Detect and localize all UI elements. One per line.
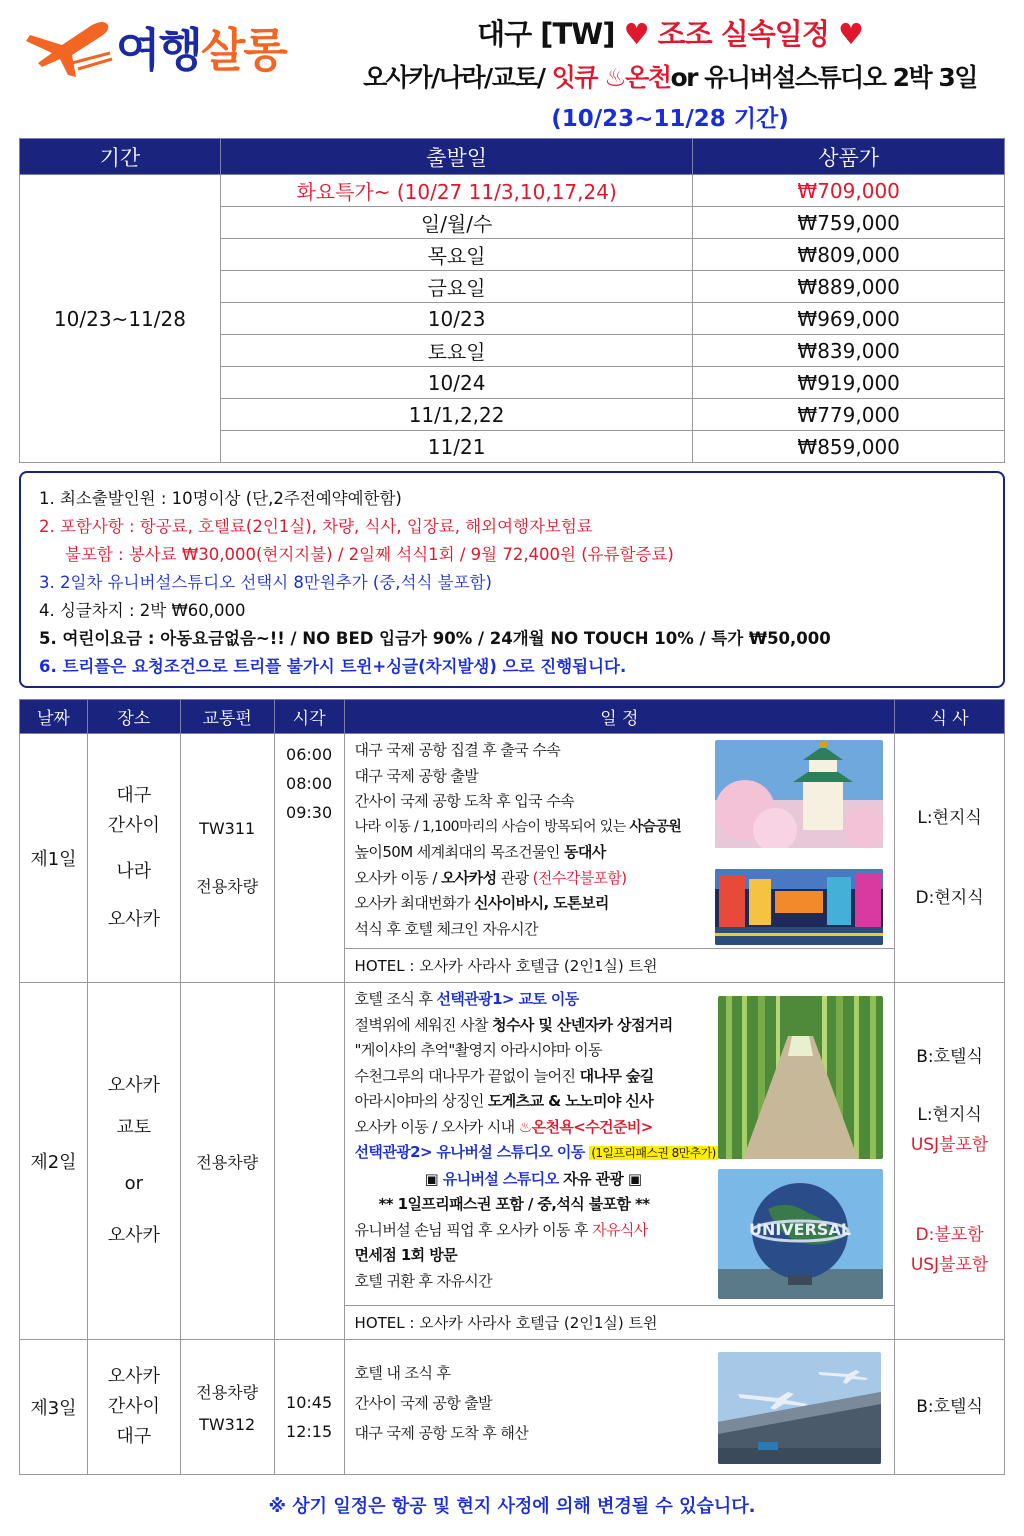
departure-cell: 10/24 xyxy=(220,367,692,399)
meal-value: D:현지식 xyxy=(915,888,984,908)
meal-cell xyxy=(895,983,1005,1340)
text: 유니버설 손님 픽업 후 오사카 이동 후 xyxy=(354,1220,593,1239)
airplane-logo-icon xyxy=(22,15,114,79)
text: 절벽위에 세워진 사찰 xyxy=(354,1015,493,1034)
place-name: 오사카 xyxy=(107,1075,160,1096)
text: 오사카 이동 / 오사카 시내 xyxy=(354,1117,519,1136)
price-cell: ₩969,000 xyxy=(693,303,1005,335)
title-prefix: 대구 [TW] xyxy=(477,17,624,51)
place-name: 오사카 xyxy=(107,909,160,930)
universal-logo-text: UNIVERSAL xyxy=(748,1220,852,1239)
text: 호텔 조식 후 xyxy=(354,990,437,1008)
period-label: (10/23~11/28 기간) xyxy=(551,106,789,132)
place-name: 오사카 xyxy=(107,1366,160,1387)
schedule-line: "게이샤의 추억"촬영지 아라시야마 이동 xyxy=(354,1041,602,1059)
hotel-info: HOTEL : 오사카 사라사 호텔급 (2인1실) 트윈 xyxy=(344,1306,895,1340)
schedule-line: 대구 국제 공항 출발 xyxy=(354,766,479,785)
place-name: 간사이 xyxy=(107,1396,160,1417)
highlight: 오사카성 xyxy=(440,868,497,887)
title-main: 조조 실속일정 xyxy=(648,17,838,51)
col-header-meal: 식 사 xyxy=(895,700,1005,734)
note: (전수각불포함) xyxy=(532,868,627,887)
airport-photo xyxy=(718,1352,881,1464)
meal-value: L:현지식 xyxy=(917,808,982,828)
departure-cell: 화요특가~ (10/27 11/3,10,17,24) xyxy=(220,175,692,207)
transport-cell xyxy=(180,983,274,1340)
option-tour: 선택관광2> 유나버설 스튜디오 이동 xyxy=(354,1143,590,1161)
page-subtitle xyxy=(325,58,1015,94)
schedule-line: 면세점 1회 방문 xyxy=(354,1246,457,1264)
heart-icon: ♥ xyxy=(623,17,649,51)
transport-name: 전용차량 xyxy=(196,1383,259,1402)
place-name: 대구 xyxy=(116,1426,152,1447)
brand-name-2: 살롱 xyxy=(200,23,286,77)
price-table xyxy=(19,138,1005,463)
highlight: 동대사 xyxy=(563,843,606,861)
time-value: 10:45 xyxy=(286,1393,333,1412)
page-title xyxy=(330,12,1010,53)
text: 오사카 이동 / xyxy=(354,868,441,887)
departure-cell: 11/1,2,22 xyxy=(220,399,692,431)
departure-cell: 일/월/수 xyxy=(220,207,692,239)
schedule-line: 간사이 국제 공항 출발 xyxy=(354,1394,493,1412)
price-cell: ₩779,000 xyxy=(693,399,1005,431)
text: 관광 xyxy=(496,868,533,887)
place-name: 대구 xyxy=(116,785,152,806)
place-name: or xyxy=(124,1173,143,1194)
meal-cell xyxy=(895,734,1005,983)
brand-logo xyxy=(22,10,322,84)
col-header-transport: 교통편 xyxy=(180,700,274,734)
meal-value: L:현지식 xyxy=(917,1105,982,1125)
price-cell: ₩859,000 xyxy=(693,431,1005,463)
meal-value: D:불포함 xyxy=(915,1225,984,1245)
highlight: 사슴공원 xyxy=(629,818,682,835)
price-cell: ₩889,000 xyxy=(693,271,1005,303)
meal-cell xyxy=(895,1340,1005,1475)
note-3: 3. 2일차 유니버설스튜디오 선택시 8만원추가 (중,석식 불포함) xyxy=(39,573,492,592)
dotonbori-photo xyxy=(715,869,883,945)
price-cell: ₩919,000 xyxy=(693,367,1005,399)
time-cell xyxy=(274,983,344,1340)
text: 아라시야마의 상징인 xyxy=(354,1092,488,1110)
schedule-line: 호텔 내 조식 후 xyxy=(354,1364,451,1382)
table-row xyxy=(20,175,1005,207)
day-label: 제2일 xyxy=(20,983,88,1340)
text: 높이50M 세계최대의 목조건물인 xyxy=(354,843,564,861)
departure-cell: 토요일 xyxy=(220,335,692,367)
col-header-departure: 출발일 xyxy=(220,139,692,175)
col-header-price: 상품가 xyxy=(693,139,1005,175)
text: 오사카 최대번화가 xyxy=(354,894,475,912)
brand-name-1: 여행 xyxy=(116,23,201,77)
text: 자유 관광 ▣ xyxy=(558,1169,642,1188)
transport-cell xyxy=(180,734,274,983)
price-highlight: (1일프리패스권 8만추가) xyxy=(591,1146,716,1160)
departure-cell: 목요일 xyxy=(220,239,692,271)
heart-icon: ♥ xyxy=(837,17,863,51)
time-value: 12:15 xyxy=(286,1422,333,1441)
option-tour: 선택관광1> 교토 이동 xyxy=(436,990,579,1008)
note-5: 5. 여린이요금 : 아동요금없음~!! / NO BED 입금가 90% / 24개월 NO TOUCH 10% / 특가 ₩50,000 xyxy=(39,629,831,648)
place-name: 오사카 xyxy=(107,1225,160,1246)
subtitle-usj: or 유니버설스튜디오 2박 3일 xyxy=(670,63,977,92)
highlight: 유니버설 스튜디오 xyxy=(442,1169,559,1188)
meal-value: USJ불포함 xyxy=(910,1255,989,1275)
footer-notice: ※ 상기 일정은 항공 및 현지 사정에 의해 변경될 수 있습니다. xyxy=(268,1496,756,1517)
place-name: 간사이 xyxy=(107,815,160,836)
note-2: 2. 포함사항 : 항공료, 호텔료(2인1실), 차량, 식사, 입장료, 해외여행자보험료 xyxy=(39,517,593,536)
price-cell: ₩709,000 xyxy=(693,175,1005,207)
transport-name: 전용차량 xyxy=(196,877,259,896)
flight-code: TW312 xyxy=(199,1415,256,1434)
schedule-line: 석식 후 호텔 체크인 자유시간 xyxy=(354,919,538,938)
day-label: 제3일 xyxy=(20,1340,88,1475)
col-header-period: 기간 xyxy=(20,139,221,175)
bamboo-forest-photo xyxy=(718,996,883,1159)
price-cell: ₩809,000 xyxy=(693,239,1005,271)
text: 나라 이동 / 1,100마리의 사슴이 방목되어 있는 xyxy=(354,818,630,835)
departure-cell: 금요일 xyxy=(220,271,692,303)
meal-value: USJ불포함 xyxy=(910,1135,989,1155)
col-header-place: 장소 xyxy=(87,700,180,734)
flight-code: TW311 xyxy=(199,819,256,838)
subtitle-route: 오사카/나라/교토/ xyxy=(363,63,552,92)
note: 자유식사 xyxy=(592,1220,648,1239)
place-name: 교토 xyxy=(116,1117,152,1138)
hotel-info: HOTEL : 오사카 사라사 호텔급 (2인1실) 트윈 xyxy=(344,949,895,983)
meal-value: B:호텔식 xyxy=(916,1047,983,1067)
day-label: 제1일 xyxy=(20,734,88,983)
note-6: 6. 트리플은 요청조건으로 트리플 불가시 트윈+싱글(차지발생) 으로 진행됩니다. xyxy=(39,657,627,676)
period-cell: 10/23~11/28 xyxy=(20,175,221,463)
universal-globe-photo xyxy=(718,1169,883,1299)
box-icon: ▣ xyxy=(424,1169,443,1188)
schedule-line: 대구 국제 공항 집결 후 출국 수속 xyxy=(354,741,561,759)
col-header-time: 시각 xyxy=(274,700,344,734)
schedule-line: 간사이 국제 공항 도착 후 입국 수속 xyxy=(354,792,575,810)
notes-box xyxy=(19,471,1005,688)
meal-value: B:호텔식 xyxy=(916,1397,983,1417)
departure-cell: 11/21 xyxy=(220,431,692,463)
price-cell: ₩839,000 xyxy=(693,335,1005,367)
place-cell xyxy=(87,734,180,983)
note-4: 4. 싱글차지 : 2박 ₩60,000 xyxy=(39,601,246,620)
time-value: 08:00 xyxy=(286,774,333,793)
highlight: 청수사 및 산넨자카 상점거리 xyxy=(492,1015,673,1034)
place-cell xyxy=(87,1340,180,1475)
highlight: 도게츠교 & 노노미야 신사 xyxy=(487,1092,654,1110)
departure-cell: 10/23 xyxy=(220,303,692,335)
subtitle-onsen: 잇큐 ♨온천 xyxy=(551,63,671,92)
place-cell xyxy=(87,983,180,1340)
highlight: 신사이바시, 도톤보리 xyxy=(474,894,609,912)
time-value: 06:00 xyxy=(286,745,333,764)
schedule-line: 대구 국제 공항 도착 후 해산 xyxy=(354,1424,529,1442)
note-1: 1. 최소출발인원 : 10명이상 (단,2주전예약예한함) xyxy=(39,489,402,508)
schedule-line: 호텔 귀환 후 자유시간 xyxy=(354,1271,493,1290)
osaka-castle-photo xyxy=(715,740,883,848)
transport-name: 전용차량 xyxy=(196,1152,259,1172)
text: 수천그루의 대나무가 끝없이 늘어진 xyxy=(354,1066,580,1085)
note-2-excluded: 불포함 : 봉사료 ₩30,000(현지지불) / 2일째 석식1회 / 9월 72,400원 (유류할증료) xyxy=(65,545,674,564)
price-cell: ₩759,000 xyxy=(693,207,1005,239)
transport-cell xyxy=(180,1340,274,1475)
place-name: 나라 xyxy=(116,861,152,882)
time-value: 09:30 xyxy=(286,803,333,822)
highlight: 대나무 숲길 xyxy=(579,1066,654,1085)
col-header-schedule: 일 정 xyxy=(344,700,895,734)
time-cell xyxy=(274,734,344,983)
onsen-note: ♨온천욕<수건준비> xyxy=(518,1117,653,1136)
time-cell xyxy=(274,1340,344,1475)
schedule-line: ** 1일프리패스권 포함 / 중,석식 불포함 ** xyxy=(378,1195,650,1213)
col-header-day: 날짜 xyxy=(20,700,88,734)
